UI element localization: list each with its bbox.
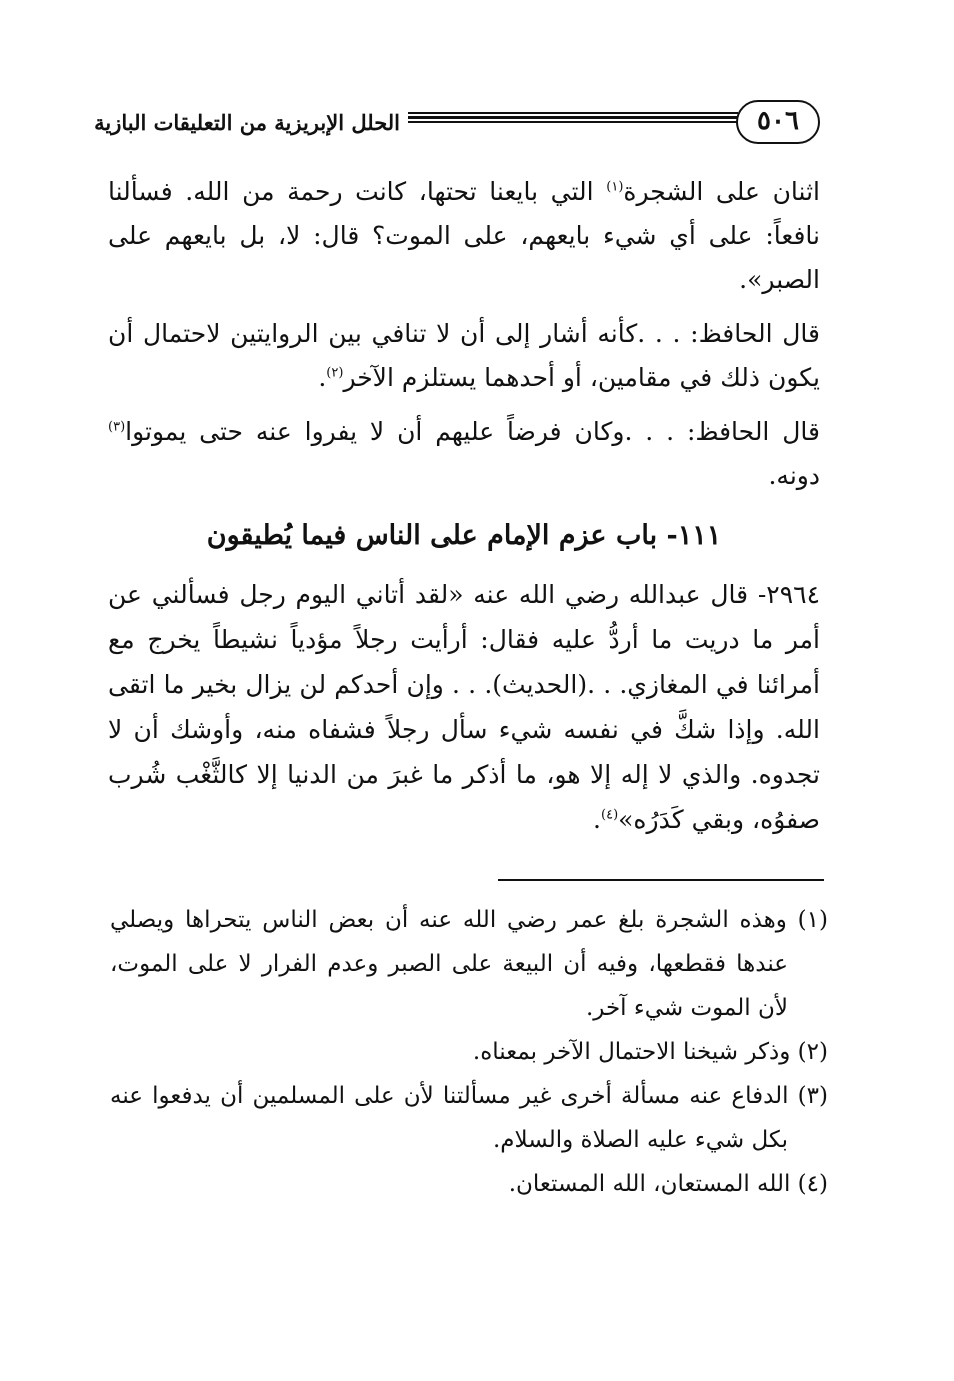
hadith-paragraph [108, 572, 820, 842]
footnote: (٢) وذكر شيخنا الاحتمال الآخر بمعناه. [472, 1039, 828, 1065]
paragraph-text: . [318, 363, 327, 392]
footnote-ref: (٢) [326, 365, 344, 381]
paragraph-text: التي بايعنا تحتها، كانت رحمة من الله. فسألنا نافعاً: على أي شيء بايعهم، على الموت؟ قال: لا، بل بايعهم على الصبر». [108, 177, 820, 294]
page-number: ٥٠٦ [736, 100, 820, 144]
footnote-ref: (٤) [601, 807, 619, 823]
paragraph-text: اثنان على الشجرة [623, 177, 820, 206]
section-title: ١١١- باب عزم الإمام على الناس فيما يُطيقون [206, 520, 722, 551]
paragraph [108, 410, 820, 498]
footnote-separator [498, 879, 824, 881]
footnote-ref: (٣) [108, 419, 126, 435]
main-text [108, 170, 820, 842]
paragraph-text: دونه. [768, 461, 820, 490]
paragraph-text: قال الحافظ: . . .كأنه أشار إلى أن لا تنافي بين الروايتين لاحتمال أن يكون ذلك في مقامين، أو أحدهما يستلزم الآخر [108, 319, 820, 392]
paragraph [108, 312, 820, 400]
footnotes [110, 898, 828, 1206]
header-rule [408, 112, 738, 123]
footnote: (٤) الله المستعان، الله المستعان. [508, 1171, 828, 1197]
running-title: الحلل الإبريزية من التعليقات البازية [94, 110, 400, 135]
footnote: (١) وهذه الشجرة بلغ عمر رضي الله عنه أن بعض الناس يتحراها ويصلي عندها فقطعها، وفيه أن البيعة على الصبر وعدم الفرار لا على الموت، لأن الموت شيء آخر. [110, 907, 828, 1021]
footnote-ref: (١) [606, 179, 624, 195]
footnote: (٣) الدفاع عنه مسألة أخرى غير مسألتنا لأن على المسلمين أن يدفعوا عنه بكل شيء عليه الصلاة والسلام. [110, 1083, 828, 1153]
hadith-text: . [593, 805, 601, 834]
paragraph [108, 170, 820, 302]
page-header [94, 100, 820, 150]
hadith-text: ٢٩٦٤- قال عبدالله رضي الله عنه «لقد أتاني اليوم رجل فسألني عن أمر ما دريت ما أردُّ عليه فقال: أرأيت رجلاً مؤدياً نشيطاً يخرج مع أمرائنا في المغازي. . .(الحديث). . . وإن أحدكم لن يزال بخير ما اتقى الله. وإذا شكَّ في نفسه شيء سأل رجلاً فشفاه منه، وأوشك أن لا تجدوه. والذي لا إله إلا هو، ما أذكر ما غبرَ من الدنيا إلا كالثَّغْب شُرب صفوُه، وبقي كَدَرُه» [108, 580, 820, 834]
paragraph-text: قال الحافظ: . . .وكان فرضاً عليهم أن لا يفروا عنه حتى يموتوا [125, 417, 820, 446]
